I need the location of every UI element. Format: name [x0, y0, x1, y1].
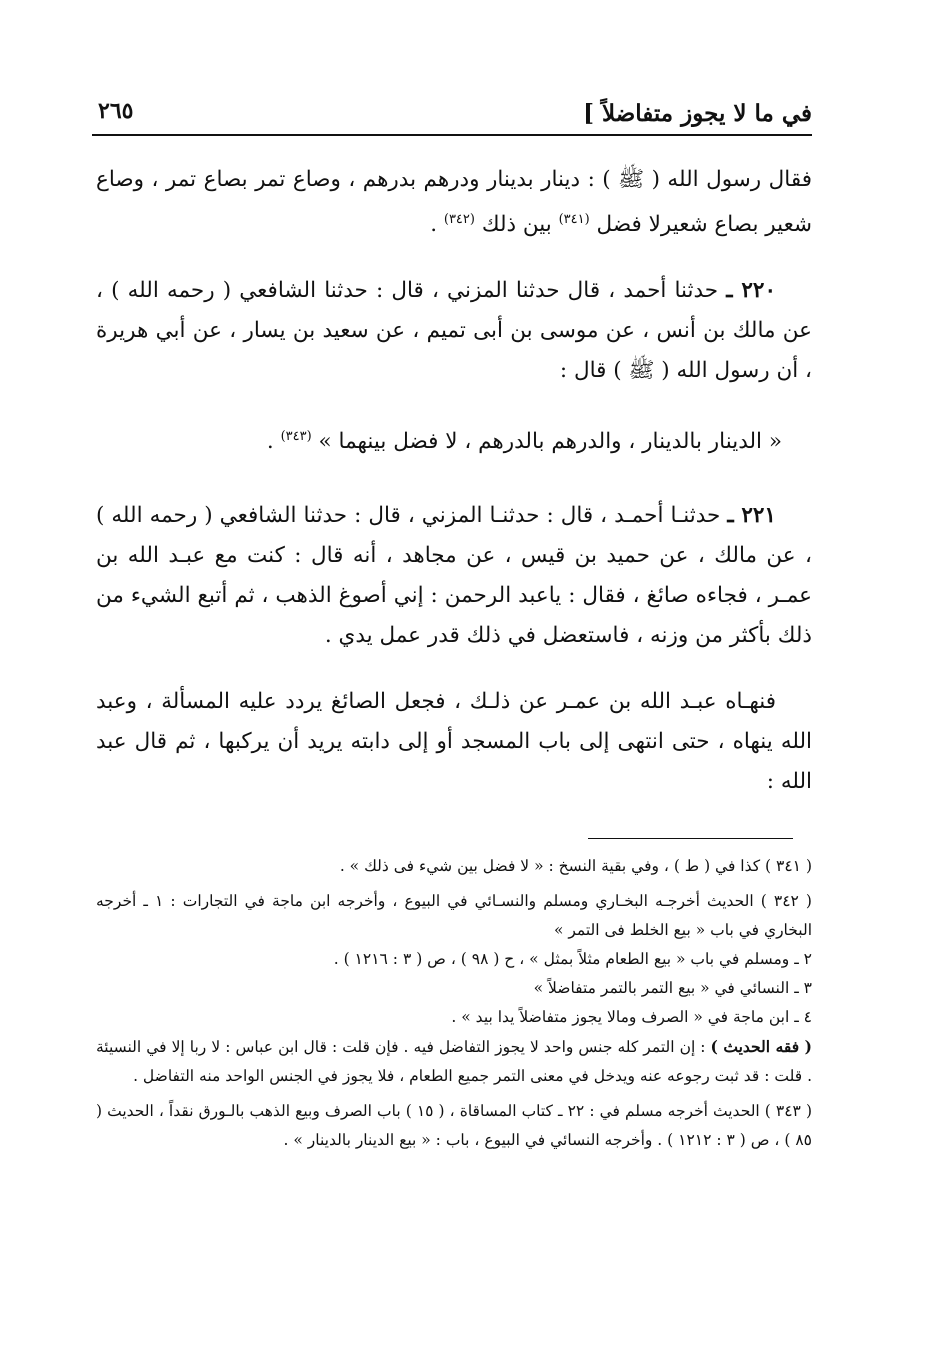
hadith-220-quote: [96, 417, 812, 462]
paragraph-1: [96, 160, 812, 245]
hadith-220-text: حدثنا أحمد ، قال حدثنا المزني ، قال : حدثنا الشافعي ( رحمه الله ) ، عن مالك بن أنس ، عن موسى بن أبى تميم ، عن سعيد بن يسار ، عن أبي هريرة ، أن رسول الله ( ﷺ ) قال :: [96, 278, 812, 383]
footnote-fiqh: [96, 1032, 812, 1091]
footnote-separator: [588, 838, 793, 839]
footnote-341: ( ٣٤١ ) كذا في ( ط ) ، وفي بقية النسخ : « لا فضل بين شيء فى ذلك » .: [339, 857, 812, 875]
paragraph-1-mid: بين ذلك: [481, 212, 559, 237]
footnote-342-a: ( ٣٤٢ ) الحديث أخرجـه البخـاري ومسلم والنسـائي في البيوع ، وأخرجه ابن ماجة في التجارات : ١ ـ أخرجه البخاري في باب « بيع الخلط فى التمر »: [96, 892, 812, 939]
page-header: [92, 96, 812, 136]
hadith-221-number: ٢٢١ ـ: [727, 503, 776, 528]
running-title: في ما لا يجوز متفاضلاً ]: [583, 100, 812, 127]
footnote-343: ( ٣٤٣ ) الحديث أخرجه مسلم في : ٢٢ ـ كتاب المساقاة ، ( ١٥ ) باب الصرف وبيع الذهب بالـورق نقداً ، الحديث ( ٨٥ ) ، ص ( ٣ : ١٢١٢ ) . وأخرجه النسائي في البيوع ، باب : « بيع الدينار بالدينار » .: [96, 1102, 812, 1149]
footnote-342-d: ٤ ـ ابن ماجة في « الصرف ومالا يجوز متفاضلاً يدا بيد » .: [451, 1008, 812, 1026]
main-text: [96, 160, 812, 828]
fiqh-label: ( فقه الحديث ): [710, 1037, 812, 1056]
hadith-221-text: حدثنـا أحمـد ، قال : حدثنـا المزني ، قال : حدثنا الشافعي ( رحمه الله ) ، عن مالك ، عن حميد بن قيس ، عن مجاهد ، أنه قال : كنت مع عبـد الله بن عمـر ، فجاءه صائغ ، فقال : ياعبد الرحمن : إني أصوغ الذهب ، ثم أتبع الشيء من ذلك بأكثر من وزنه ، فاستعضل في ذلك قدر عمل يدي .: [96, 503, 812, 648]
footnote-342-b: ٢ ـ ومسلم في باب « بيع الطعام مثلاً بمثل » ، ح ( ٩٨ ) ، ص ( ٣ : ١٢١٦ ) .: [333, 950, 812, 968]
footnote-ref-343: (٣٤٣): [280, 429, 312, 444]
quote-text: « الدينار بالدينار ، والدرهم بالدرهم ، لا فضل بينهما »: [318, 429, 782, 454]
footnotes: [96, 852, 812, 1161]
page-number: ٢٦٥: [98, 98, 134, 124]
footnote-342-c: ٣ ـ النسائي في « بيع التمر بالتمر متفاضلاً »: [533, 979, 812, 997]
footnote-ref-341: (٣٤١): [558, 212, 590, 227]
quote-end: .: [266, 429, 281, 454]
hadith-220-number: ٢٢٠ ـ: [726, 278, 776, 303]
paragraph-4: فنهـاه عبـد الله بن عمـر عن ذلـك ، فجعل الصائغ يردد عليه المسألة ، وعبد الله ينهاه ، حتى انتهى إلى باب المسجد أو إلى دابته يريد أن يركبها ، ثم قال عبد الله :: [96, 689, 812, 794]
paragraph-1-text: فقال رسول الله ( ﷺ ) : دينار بدينار ودرهم بدرهم ، وصاع تمر بصاع تمر ، وصاع شعير بصاع شعيرلا فضل: [96, 167, 812, 237]
paragraph-1-end: .: [430, 212, 444, 237]
header-rule: [92, 134, 812, 136]
footnote-ref-342: (٣٤٢): [443, 212, 475, 227]
fiqh-text: : إن التمر كله جنس واحد لا يجوز التفاضل فيه . فإن قلت : قال ابن عباس : لا ربا إلا في النسيئة . قلت : قد ثبت رجوعه عنه ويدخل في معنى التمر جميع الطعام ، فلا يجوز في الجنس الواحد منه التفاضل .: [96, 1038, 812, 1085]
hadith-220: [96, 271, 812, 391]
hadith-221: [96, 496, 812, 656]
